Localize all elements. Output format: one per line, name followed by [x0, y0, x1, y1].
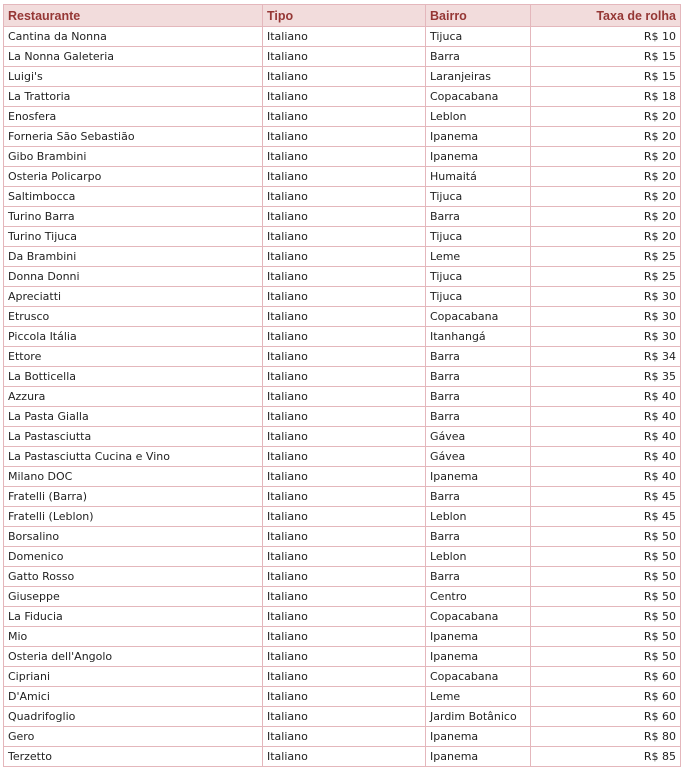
cell-taxa-de-rolha: R$ 20 [531, 187, 681, 207]
cell-bairro: Gávea [426, 447, 531, 467]
cell-tipo: Italiano [263, 367, 426, 387]
cell-restaurante: La Pastasciutta [4, 427, 263, 447]
cell-bairro: Ipanema [426, 747, 531, 767]
cell-bairro: Barra [426, 387, 531, 407]
cell-tipo: Italiano [263, 627, 426, 647]
cell-tipo: Italiano [263, 207, 426, 227]
table-row [4, 387, 681, 407]
table-header-row [4, 5, 681, 27]
cell-restaurante: Gatto Rosso [4, 567, 263, 587]
cell-bairro: Barra [426, 367, 531, 387]
table-row [4, 287, 681, 307]
cell-restaurante: Osteria Policarpo [4, 167, 263, 187]
cell-bairro: Ipanema [426, 647, 531, 667]
cell-bairro: Tijuca [426, 187, 531, 207]
cell-tipo: Italiano [263, 587, 426, 607]
table-row [4, 567, 681, 587]
table-row [4, 647, 681, 667]
cell-restaurante: Luigi's [4, 67, 263, 87]
cell-tipo: Italiano [263, 347, 426, 367]
header-tipo: Tipo [263, 5, 426, 27]
cell-taxa-de-rolha: R$ 30 [531, 307, 681, 327]
cell-bairro: Humaitá [426, 167, 531, 187]
cell-taxa-de-rolha: R$ 45 [531, 487, 681, 507]
cell-restaurante: La Nonna Galeteria [4, 47, 263, 67]
cell-restaurante: Etrusco [4, 307, 263, 327]
cell-tipo: Italiano [263, 507, 426, 527]
cell-tipo: Italiano [263, 567, 426, 587]
cell-restaurante: Azzura [4, 387, 263, 407]
cell-tipo: Italiano [263, 187, 426, 207]
cell-tipo: Italiano [263, 147, 426, 167]
cell-bairro: Leme [426, 247, 531, 267]
table-row [4, 447, 681, 467]
cell-restaurante: Osteria dell'Angolo [4, 647, 263, 667]
cell-tipo: Italiano [263, 687, 426, 707]
table-row [4, 687, 681, 707]
table-row [4, 107, 681, 127]
cell-bairro: Ipanema [426, 627, 531, 647]
table-row [4, 87, 681, 107]
cell-restaurante: Enosfera [4, 107, 263, 127]
table-row [4, 47, 681, 67]
table-row [4, 147, 681, 167]
cell-tipo: Italiano [263, 167, 426, 187]
cell-tipo: Italiano [263, 247, 426, 267]
cell-tipo: Italiano [263, 547, 426, 567]
cell-restaurante: Apreciatti [4, 287, 263, 307]
cell-restaurante: Terzetto [4, 747, 263, 767]
cell-taxa-de-rolha: R$ 20 [531, 147, 681, 167]
cell-tipo: Italiano [263, 27, 426, 47]
header-restaurante: Restaurante [4, 5, 263, 27]
cell-tipo: Italiano [263, 47, 426, 67]
cell-restaurante: Mio [4, 627, 263, 647]
cell-bairro: Jardim Botânico [426, 707, 531, 727]
cell-tipo: Italiano [263, 427, 426, 447]
cell-tipo: Italiano [263, 707, 426, 727]
cell-tipo: Italiano [263, 107, 426, 127]
cell-taxa-de-rolha: R$ 10 [531, 27, 681, 47]
cell-taxa-de-rolha: R$ 20 [531, 127, 681, 147]
cell-taxa-de-rolha: R$ 30 [531, 327, 681, 347]
cell-restaurante: Fratelli (Barra) [4, 487, 263, 507]
table-row [4, 587, 681, 607]
cell-tipo: Italiano [263, 127, 426, 147]
table-row [4, 347, 681, 367]
table-row [4, 267, 681, 287]
table-row [4, 327, 681, 347]
cell-taxa-de-rolha: R$ 80 [531, 727, 681, 747]
cell-bairro: Tijuca [426, 27, 531, 47]
cell-tipo: Italiano [263, 647, 426, 667]
cell-taxa-de-rolha: R$ 50 [531, 587, 681, 607]
cell-bairro: Leblon [426, 547, 531, 567]
cell-restaurante: Ettore [4, 347, 263, 367]
cell-taxa-de-rolha: R$ 34 [531, 347, 681, 367]
cell-restaurante: Forneria São Sebastião [4, 127, 263, 147]
table-row [4, 427, 681, 447]
cell-taxa-de-rolha: R$ 40 [531, 407, 681, 427]
cell-tipo: Italiano [263, 67, 426, 87]
cell-bairro: Barra [426, 207, 531, 227]
table-row [4, 187, 681, 207]
cell-bairro: Centro [426, 587, 531, 607]
cell-restaurante: La Botticella [4, 367, 263, 387]
cell-bairro: Ipanema [426, 727, 531, 747]
cell-tipo: Italiano [263, 407, 426, 427]
cell-restaurante: Giuseppe [4, 587, 263, 607]
table-body [4, 27, 681, 767]
cell-taxa-de-rolha: R$ 15 [531, 67, 681, 87]
table-row [4, 507, 681, 527]
cell-tipo: Italiano [263, 727, 426, 747]
cell-tipo: Italiano [263, 467, 426, 487]
table-row [4, 487, 681, 507]
cell-bairro: Leblon [426, 507, 531, 527]
cell-taxa-de-rolha: R$ 60 [531, 707, 681, 727]
cell-bairro: Copacabana [426, 667, 531, 687]
header-taxa-de-rolha: Taxa de rolha [531, 5, 681, 27]
cell-bairro: Leblon [426, 107, 531, 127]
cell-bairro: Barra [426, 567, 531, 587]
cell-taxa-de-rolha: R$ 25 [531, 267, 681, 287]
cell-restaurante: Turino Barra [4, 207, 263, 227]
cell-taxa-de-rolha: R$ 40 [531, 427, 681, 447]
cell-taxa-de-rolha: R$ 40 [531, 387, 681, 407]
cell-taxa-de-rolha: R$ 25 [531, 247, 681, 267]
table-row [4, 367, 681, 387]
cell-bairro: Tijuca [426, 227, 531, 247]
cell-restaurante: Milano DOC [4, 467, 263, 487]
cell-restaurante: Piccola Itália [4, 327, 263, 347]
cell-taxa-de-rolha: R$ 20 [531, 227, 681, 247]
table-row [4, 707, 681, 727]
cell-bairro: Barra [426, 407, 531, 427]
cell-tipo: Italiano [263, 487, 426, 507]
cell-taxa-de-rolha: R$ 20 [531, 207, 681, 227]
cell-bairro: Leme [426, 687, 531, 707]
cell-restaurante: Turino Tijuca [4, 227, 263, 247]
cell-taxa-de-rolha: R$ 85 [531, 747, 681, 767]
cell-tipo: Italiano [263, 227, 426, 247]
cell-restaurante: Quadrifoglio [4, 707, 263, 727]
cell-taxa-de-rolha: R$ 18 [531, 87, 681, 107]
table-row [4, 727, 681, 747]
table-row [4, 467, 681, 487]
cell-bairro: Barra [426, 347, 531, 367]
cell-restaurante: Cantina da Nonna [4, 27, 263, 47]
cell-taxa-de-rolha: R$ 40 [531, 447, 681, 467]
cell-restaurante: Donna Donni [4, 267, 263, 287]
table-row [4, 127, 681, 147]
cell-tipo: Italiano [263, 747, 426, 767]
cell-restaurante: Da Brambini [4, 247, 263, 267]
cell-restaurante: Gero [4, 727, 263, 747]
cell-restaurante: Gibo Brambini [4, 147, 263, 167]
cell-tipo: Italiano [263, 527, 426, 547]
restaurant-table [3, 4, 681, 767]
table-row [4, 547, 681, 567]
cell-tipo: Italiano [263, 267, 426, 287]
header-bairro: Bairro [426, 5, 531, 27]
restaurant-table-container [3, 4, 680, 767]
cell-bairro: Laranjeiras [426, 67, 531, 87]
cell-bairro: Barra [426, 47, 531, 67]
cell-bairro: Tijuca [426, 267, 531, 287]
cell-tipo: Italiano [263, 667, 426, 687]
cell-bairro: Ipanema [426, 467, 531, 487]
cell-restaurante: Domenico [4, 547, 263, 567]
table-row [4, 747, 681, 767]
table-row [4, 407, 681, 427]
cell-taxa-de-rolha: R$ 50 [531, 547, 681, 567]
cell-taxa-de-rolha: R$ 50 [531, 627, 681, 647]
table-row [4, 307, 681, 327]
cell-taxa-de-rolha: R$ 35 [531, 367, 681, 387]
cell-restaurante: La Pasta Gialla [4, 407, 263, 427]
cell-taxa-de-rolha: R$ 60 [531, 687, 681, 707]
cell-restaurante: Saltimbocca [4, 187, 263, 207]
table-row [4, 247, 681, 267]
cell-restaurante: Borsalino [4, 527, 263, 547]
cell-taxa-de-rolha: R$ 20 [531, 107, 681, 127]
cell-tipo: Italiano [263, 287, 426, 307]
table-row [4, 67, 681, 87]
cell-bairro: Tijuca [426, 287, 531, 307]
table-row [4, 227, 681, 247]
cell-taxa-de-rolha: R$ 50 [531, 607, 681, 627]
cell-taxa-de-rolha: R$ 50 [531, 527, 681, 547]
cell-taxa-de-rolha: R$ 50 [531, 567, 681, 587]
cell-tipo: Italiano [263, 307, 426, 327]
cell-bairro: Copacabana [426, 307, 531, 327]
cell-taxa-de-rolha: R$ 30 [531, 287, 681, 307]
table-row [4, 527, 681, 547]
table-row [4, 667, 681, 687]
cell-tipo: Italiano [263, 387, 426, 407]
table-row [4, 167, 681, 187]
cell-tipo: Italiano [263, 447, 426, 467]
cell-bairro: Ipanema [426, 147, 531, 167]
cell-tipo: Italiano [263, 327, 426, 347]
cell-bairro: Copacabana [426, 87, 531, 107]
cell-restaurante: Cipriani [4, 667, 263, 687]
table-row [4, 207, 681, 227]
cell-bairro: Barra [426, 527, 531, 547]
cell-bairro: Copacabana [426, 607, 531, 627]
cell-restaurante: La Pastasciutta Cucina e Vino [4, 447, 263, 467]
cell-restaurante: La Fiducia [4, 607, 263, 627]
table-row [4, 607, 681, 627]
cell-bairro: Ipanema [426, 127, 531, 147]
cell-taxa-de-rolha: R$ 40 [531, 467, 681, 487]
cell-restaurante: Fratelli (Leblon) [4, 507, 263, 527]
table-row [4, 627, 681, 647]
cell-bairro: Gávea [426, 427, 531, 447]
cell-taxa-de-rolha: R$ 15 [531, 47, 681, 67]
cell-taxa-de-rolha: R$ 50 [531, 647, 681, 667]
cell-restaurante: D'Amici [4, 687, 263, 707]
cell-bairro: Itanhangá [426, 327, 531, 347]
cell-tipo: Italiano [263, 87, 426, 107]
cell-tipo: Italiano [263, 607, 426, 627]
cell-taxa-de-rolha: R$ 20 [531, 167, 681, 187]
cell-restaurante: La Trattoria [4, 87, 263, 107]
cell-bairro: Barra [426, 487, 531, 507]
cell-taxa-de-rolha: R$ 45 [531, 507, 681, 527]
table-row [4, 27, 681, 47]
cell-taxa-de-rolha: R$ 60 [531, 667, 681, 687]
